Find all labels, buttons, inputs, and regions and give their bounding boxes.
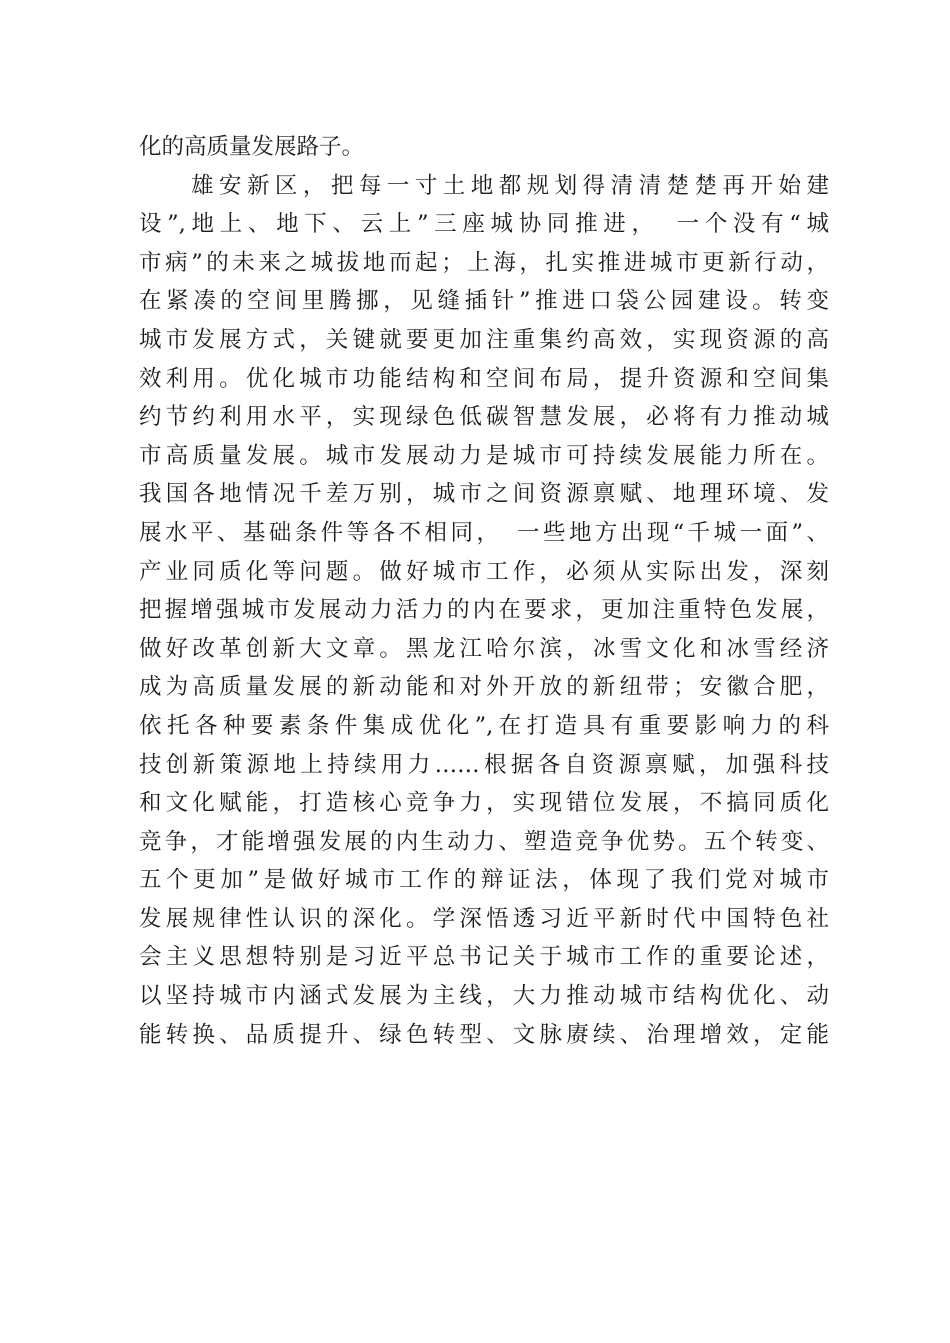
- text-line: 化的高质量发展路子。: [139, 134, 365, 160]
- text-line: 依托各种要素条件集成优化”,在打造具有重要影响力的科: [139, 712, 829, 739]
- text-line: 成为高质量发展的新动能和对外开放的新纽带；安徽合肥，: [139, 674, 829, 701]
- text-line: 市病”的未来之城拔地而起；上海，扎实推进城市更新行动，: [139, 249, 829, 276]
- text-line: 会主义思想特别是习近平总书记关于城市工作的重要论述，: [139, 944, 829, 971]
- text-line: 城市发展方式，关键就要更加注重集约高效，实现资源的高: [139, 326, 829, 353]
- text-line: 做好改革创新大文章。黑龙江哈尔滨，冰雪文化和冰雪经济: [139, 635, 829, 662]
- text-line: 能转换、品质提升、绿色转型、文脉赓续、治理增效，定能: [139, 1021, 829, 1048]
- text-line: 市高质量发展。城市发展动力是城市可持续发展能力所在。: [139, 442, 829, 469]
- text-line: 五个更加”是做好城市工作的辩证法，体现了我们党对城市: [139, 867, 829, 894]
- text-line: 把握增强城市发展动力活力的内在要求，更加注重特色发展，: [139, 597, 829, 624]
- text-line: 以坚持城市内涵式发展为主线，大力推动城市结构优化、动: [139, 983, 829, 1010]
- text-line: 设”,地上、地下、云上”三座城协同推进， 一个没有“城: [139, 211, 829, 238]
- paragraph-first-line: 雄安新区，把每一寸土地都规划得清清楚楚再开始建: [191, 172, 829, 199]
- body-text: [139, 128, 829, 1054]
- text-line: 效利用。优化城市功能结构和空间布局，提升资源和空间集: [139, 365, 829, 392]
- text-line: 技创新策源地上持续用力……根据各自资源禀赋，加强科技: [139, 751, 829, 778]
- text-line: 竞争，才能增强发展的内生动力、塑造竞争优势。五个转变、: [139, 828, 829, 855]
- text-line: 和文化赋能，打造核心竞争力，实现错位发展，不搞同质化: [139, 790, 829, 817]
- text-line: 我国各地情况千差万别，城市之间资源禀赋、地理环境、发: [139, 481, 829, 508]
- text-line: 展水平、基础条件等各不相同， 一些地方出现“千城一面”、: [139, 519, 829, 546]
- text-line: 在紧凑的空间里腾挪，见缝插针”推进口袋公园建设。转变: [139, 288, 829, 315]
- text-line: 产业同质化等问题。做好城市工作，必须从实际出发，深刻: [139, 558, 829, 585]
- text-line: 约节约利用水平，实现绿色低碳智慧发展，必将有力推动城: [139, 404, 829, 431]
- text-line: 发展规律性认识的深化。学深悟透习近平新时代中国特色社: [139, 905, 829, 932]
